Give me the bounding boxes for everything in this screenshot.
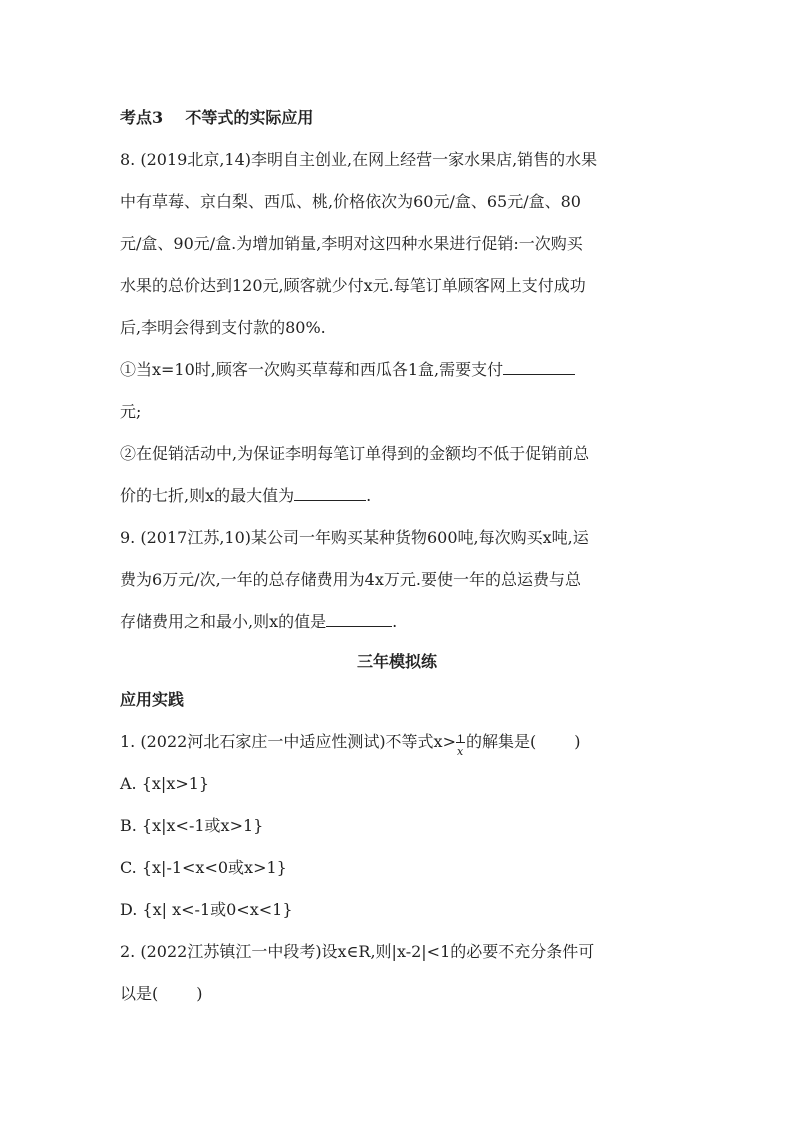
- p1-option-c: C. {x|-1<x<0或x>1}: [120, 858, 287, 877]
- q9-line-3-text: 存储费用之和最小,则x的值是: [120, 612, 327, 631]
- q8-answer-blank-2[interactable]: [294, 486, 366, 501]
- section-number: 考点3: [120, 108, 164, 127]
- p1-option-a: A. {x|x>1}: [120, 774, 210, 793]
- q9-line-1: 9. (2017江苏,10)某公司一年购买某种货物600吨,每次购买x吨,运: [120, 528, 589, 547]
- practice-heading: 三年模拟练: [356, 652, 437, 671]
- q8-line-5: 后,李明会得到支付款的80%.: [120, 318, 326, 337]
- q8-line-3: 元/盒、90元/盒.为增加销量,李明对这四种水果进行促销:一次购买: [120, 234, 583, 253]
- p1-stem-a: 1. (2022河北石家庄一中适应性测试)不等式x>: [120, 732, 456, 751]
- q9-answer-blank[interactable]: [326, 612, 392, 627]
- p2-line-1: 2. (2022江苏镇江一中段考)设x∈R,则|x-2|<1的必要不充分条件可: [120, 942, 595, 961]
- q9-end: .: [392, 612, 398, 631]
- q8-part-2-line-1: ②在促销活动中,为保证李明每笔订单得到的金额均不低于促销前总: [120, 444, 590, 463]
- p1-stem-end: ): [574, 732, 581, 751]
- q8-line-4: 水果的总价达到120元,顾客就少付x元.每笔订单顾客网上支付成功: [120, 276, 586, 295]
- section-title-text: 不等式的实际应用: [185, 108, 314, 127]
- q8-part-1-unit: 元;: [120, 402, 142, 421]
- q8-line-1: 8. (2019北京,14)李明自主创业,在网上经营一家水果店,销售的水果: [120, 150, 598, 169]
- p1-stem-b: 的解集是(: [466, 732, 537, 751]
- q8-part-2-text: 价的七折,则x的最大值为: [120, 486, 295, 505]
- q8-part-2-line-2: [120, 486, 371, 506]
- q9-line-3: [120, 612, 397, 632]
- q8-part-1: [120, 360, 575, 380]
- q8-answer-blank-1[interactable]: [503, 360, 575, 375]
- q8-part-2-end: .: [366, 486, 372, 505]
- practice-subheading: 应用实践: [120, 690, 185, 709]
- fraction-one-over-x: [456, 732, 466, 758]
- q8-part-1-text: ①当x=10时,顾客一次购买草莓和西瓜各1盒,需要支付: [120, 360, 504, 379]
- q8-line-2: 中有草莓、京白梨、西瓜、桃,价格依次为60元/盒、65元/盒、80: [120, 192, 581, 211]
- p2-line-2: [120, 984, 203, 1004]
- p2-line-2-text: 以是(: [120, 984, 159, 1003]
- p1-stem: [120, 732, 581, 758]
- p1-option-b: B. {x|x<-1或x>1}: [120, 816, 264, 835]
- fraction-numerator: 1: [457, 732, 464, 746]
- p1-option-d: D. {x| x<-1或0<x<1}: [120, 900, 293, 919]
- section-title: [120, 108, 313, 128]
- fraction-denominator: x: [457, 744, 464, 758]
- q9-line-2: 费为6万元/次,一年的总存储费用为4x万元.要使一年的总运费与总: [120, 570, 581, 589]
- p2-line-2-end: ): [196, 984, 203, 1003]
